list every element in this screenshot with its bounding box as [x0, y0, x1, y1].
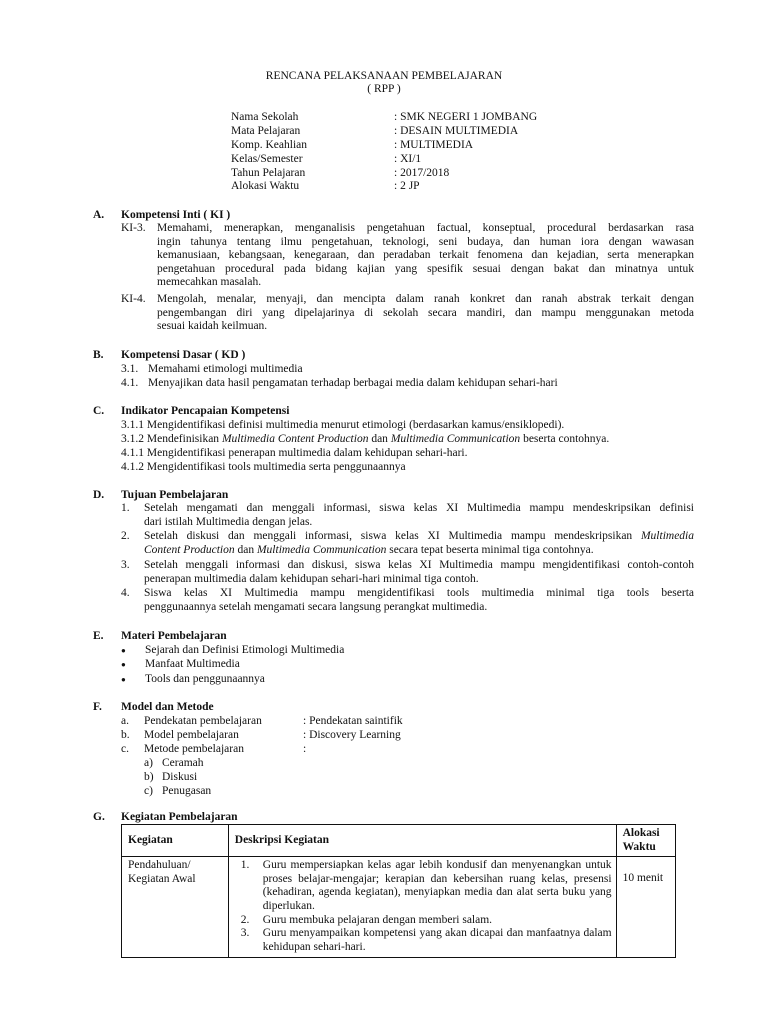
model-letter: a. [121, 715, 129, 727]
tujuan-num: 3. [121, 559, 130, 571]
section-b-title: Kompetensi Dasar ( KD ) [121, 349, 246, 361]
ki4-line: pengembangan diri yang dipelajarinya di sekolah secara mandiri, dan mampu menggunakan metoda [157, 306, 694, 319]
label-alokasi-waktu: Alokasi Waktu [231, 180, 300, 192]
section-a-title: Kompetensi Inti ( KI ) [121, 209, 231, 221]
header-kegiatan: Kegiatan [122, 825, 229, 857]
label-mata-pelajaran: Mata Pelajaran [231, 125, 301, 137]
model-label: Model pembelajaran [144, 729, 239, 741]
ki3-line: Memahami, menerapkan, menganalisis pengetahuan factual, konseptual, procedural berdasarkan rasa [157, 222, 694, 234]
value-nama-sekolah: : SMK NEGERI 1 JOMBANG [394, 111, 538, 123]
ki3-line: ingin tahunya tentang ilmu pengetahuan, teknologi, seni budaya, dan human iora dengan wawasan [157, 235, 694, 248]
kd-text: Menyajikan data hasil pengamatan terhadap berbagai media dalam kehidupan sehari-hari [148, 377, 558, 389]
section-g-title: Kegiatan Pembelajaran [121, 811, 238, 823]
section-f-letter: F. [93, 701, 102, 713]
section-c-letter: C. [93, 405, 105, 417]
header-deskripsi: Deskripsi Kegiatan [228, 825, 616, 857]
indikator-item: 4.1.1 Mengidentifikasi penerapan multimedia dalam kehidupan sehari-hari. [121, 447, 468, 459]
value-tahun-pelajaran: : 2017/2018 [394, 167, 450, 179]
steps-list [241, 859, 612, 954]
tujuan-num: 1. [121, 502, 130, 514]
value-mata-pelajaran: : DESAIN MULTIMEDIA [394, 125, 519, 137]
section-e-title: Materi Pembelajaran [121, 630, 227, 642]
ki4-code: KI-4. [121, 293, 146, 305]
ki3-line: kemanusiaan, kebangsaan, kenegaraan, dan peradaban terkait fenomena dan kejadian, serta menerapkan [157, 249, 694, 262]
document-title: RENCANA PELAKSANAAN PEMBELAJARAN [265, 70, 503, 82]
materi-item: Tools dan penggunaannya [145, 673, 265, 685]
ki3-text [157, 222, 694, 290]
bullet-icon: ● [121, 646, 126, 655]
ki4-line: sesuai kaidah keilmuan. [157, 320, 268, 333]
label-kelas-semester: Kelas/Semester [231, 153, 303, 165]
kd-num: 3.1. [121, 363, 139, 375]
section-g-letter: G. [93, 811, 105, 823]
model-label: Pendekatan pembelajaran [144, 715, 262, 727]
bullet-icon: ● [121, 675, 126, 684]
table-header-row [122, 825, 676, 857]
tujuan-text: Setelah menggali informasi dan diskusi, siswa kelas XI Multimedia mampu mengidentifikasi contoh-contoh penerapan multimedia dalam kehidupan sehari-hari minimal tiga contoh. [144, 559, 694, 585]
model-value: : [303, 743, 307, 755]
method-text: Penugasan [162, 785, 212, 797]
materi-item: Manfaat Multimedia [145, 658, 240, 670]
method-letter: a) [144, 757, 153, 769]
section-e-letter: E. [93, 630, 104, 642]
value-kelas-semester: : XI/1 [394, 153, 422, 165]
model-value: : Pendekatan saintifik [303, 715, 403, 727]
section-a-letter: A. [93, 209, 105, 221]
tujuan-text: Setelah diskusi dan menggali informasi, siswa kelas XI Multimedia mampu mendeskripsikan Multimedia Content Production dan Multimedia Communication secara tepat beserta minimal tiga contohnya. [144, 530, 694, 556]
kd-text: Memahami etimologi multimedia [148, 363, 303, 375]
ki3-code: KI-3. [121, 222, 146, 234]
model-letter: b. [121, 729, 130, 741]
tujuan-num: 4. [121, 587, 130, 599]
table-row [122, 857, 676, 958]
list-item: 3. Guru menyampaikan kompetensi yang akan dicapai dan manfaatnya dalam kehidupan sehari-hari. [240, 927, 612, 953]
model-label: Metode pembelajaran [144, 743, 244, 755]
value-alokasi-waktu: : 2 JP [394, 180, 420, 192]
kd-num: 4.1. [121, 377, 139, 389]
tujuan-text: Setelah mengamati dan menggali informasi, siswa kelas XI Multimedia mampu mendeskripsikan definisi dari istilah Multimedia dengan jelas. [144, 502, 694, 528]
model-value: : Discovery Learning [303, 729, 401, 741]
label-komp-keahlian: Komp. Keahlian [231, 139, 308, 151]
list-item: 1. Guru mempersiapkan kelas agar lebih kondusif dan menyenangkan untuk proses belajar-mengajar; kerapian dan kebersihan ruang kelas, presensi (kehadiran, agenda kegiatan), menyiapkan media dan alat serta buku yang diperlukan. [240, 859, 612, 912]
ki3-line: pengetahuan procedural pada bidang kajian yang spesifik sesuai dengan bakat dan minatnya untuk [157, 262, 694, 275]
header-alokasi: Alokasi Waktu [616, 825, 675, 857]
bullet-icon: ● [121, 660, 126, 669]
section-c-title: Indikator Pencapaian Kompetensi [121, 405, 290, 417]
indikator-item: 3.1.1 Mengidentifikasi definisi multimedia menurut etimologi (berdasarkan kamus/ensiklopedi). [121, 419, 565, 431]
indikator-item: 3.1.2 Mendefinisikan Multimedia Content Production dan Multimedia Communication beserta contohnya. [121, 433, 610, 445]
label-nama-sekolah: Nama Sekolah [231, 111, 299, 123]
method-letter: c) [144, 785, 153, 797]
section-f-title: Model dan Metode [121, 701, 214, 713]
materi-item: Sejarah dan Definisi Etimologi Multimedia [145, 644, 345, 656]
model-letter: c. [121, 743, 129, 755]
method-text: Ceramah [162, 757, 204, 769]
ki4-text [157, 293, 694, 334]
value-komp-keahlian: : MULTIMEDIA [394, 139, 474, 151]
cell-alokasi: 10 menit [616, 857, 675, 958]
method-text: Diskusi [162, 771, 198, 783]
cell-deskripsi [228, 857, 616, 958]
list-item: 2. Guru membuka pelajaran dengan memberi salam. [240, 913, 493, 926]
section-b-letter: B. [93, 349, 104, 361]
section-d-title: Tujuan Pembelajaran [121, 489, 229, 501]
tujuan-num: 2. [121, 530, 130, 542]
document-subtitle: ( RPP ) [367, 83, 401, 95]
ki3-line: memecahkan masalah. [157, 276, 262, 289]
label-tahun-pelajaran: Tahun Pelajaran [231, 167, 306, 179]
kegiatan-table [121, 824, 676, 958]
method-letter: b) [144, 771, 154, 783]
section-d-letter: D. [93, 489, 105, 501]
cell-kegiatan: Pendahuluan/ Kegiatan Awal [122, 857, 229, 958]
ki4-line: Mengolah, menalar, menyaji, dan mencipta dalam ranah konkret dan ranah abstrak terkait dengan [157, 293, 694, 305]
indikator-item: 4.1.2 Mengidentifikasi tools multimedia serta penggunaannya [121, 461, 406, 473]
tujuan-text: Siswa kelas XI Multimedia mampu mengidentifikasi tools multimedia minimal tiga tools beserta penggunaannya setelah mengamati secara langsung perangkat multimedia. [144, 587, 694, 613]
